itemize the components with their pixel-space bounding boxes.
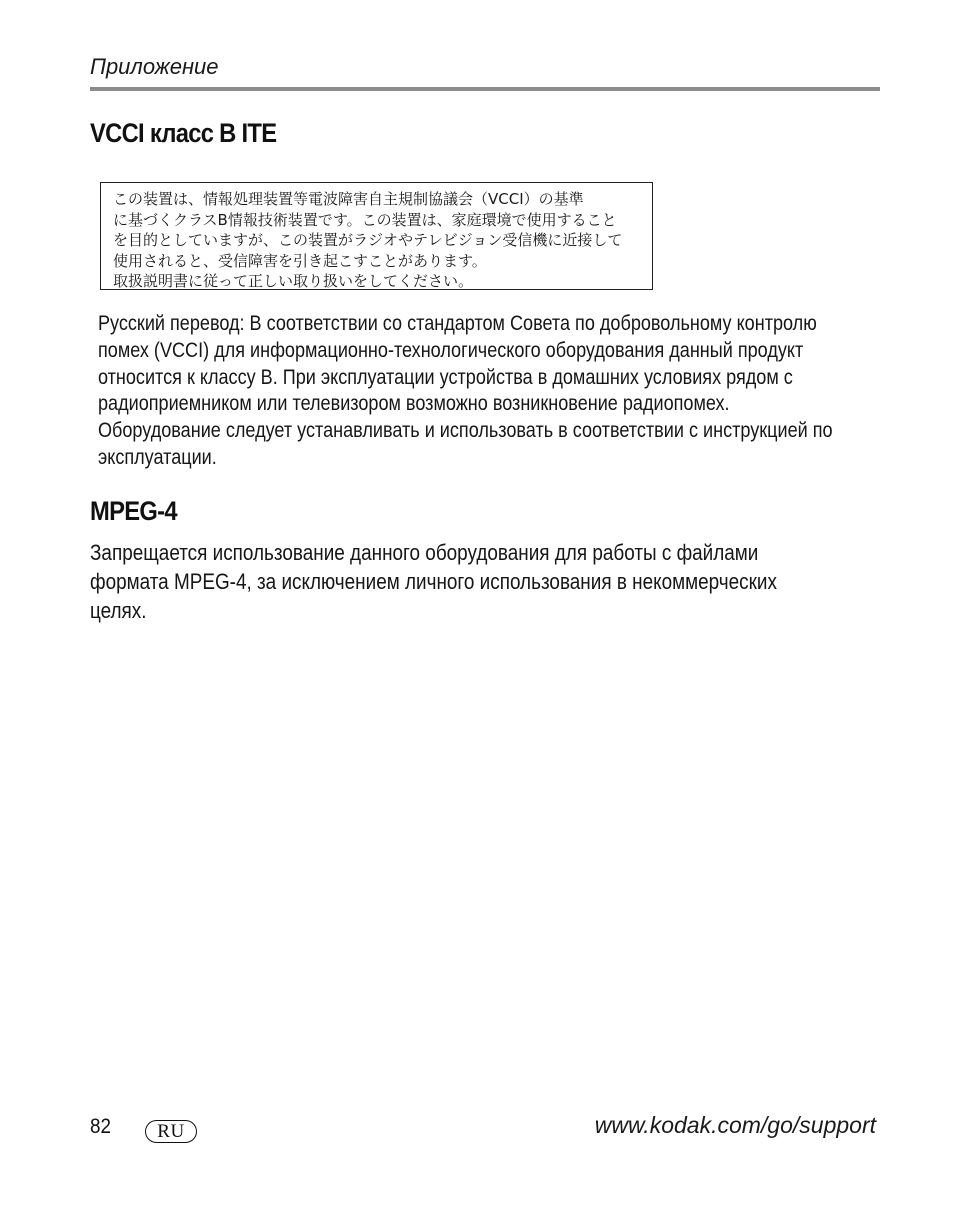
running-header-title: Приложение <box>90 54 219 79</box>
page-number: 82 <box>90 1115 112 1138</box>
translation-line: Оборудование следует устанавливать и использовать в соответствии с инструкцией по <box>98 419 833 443</box>
header-divider <box>90 87 880 91</box>
mpeg4-section-heading: MPEG-4 <box>90 496 177 526</box>
translation-line: эксплуатации. <box>98 445 217 469</box>
vcci-russian-translation <box>98 311 952 472</box>
japanese-notice-line: 取扱説明書に従って正しい取り扱いをしてください。 <box>113 272 474 290</box>
translation-line: Русский перевод: В соответствии со стандартом Совета по добровольному контролю <box>98 312 817 335</box>
language-badge: RU <box>145 1120 197 1143</box>
mpeg4-text-line: целях. <box>90 598 147 623</box>
mpeg4-text-line: Запрещается использование данного оборудования для работы с файлами <box>90 540 759 565</box>
japanese-vcci-notice-box <box>100 182 653 290</box>
japanese-notice-line: に基づくクラスB情報技術装置です。この装置は、家庭環境で使用すること <box>113 210 617 229</box>
mpeg4-notice-paragraph <box>90 538 889 625</box>
japanese-notice-line: を目的としていますが、この装置がラジオやテレビジョン受信機に近接して <box>113 231 623 249</box>
translation-line: помех (VCCI) для информационно-технологического оборудования данный продукт <box>98 338 804 362</box>
vcci-section-heading: VCCI класс B ITE <box>90 118 277 148</box>
support-url-link[interactable]: www.kodak.com/go/support <box>594 1112 876 1138</box>
japanese-notice-line: 使用されると、受信障害を引き起こすことがあります。 <box>113 251 487 270</box>
translation-line: радиоприемником или телевизором возможно возникновение радиопомех. <box>98 392 730 416</box>
mpeg4-text-line: формата MPEG-4, за исключением личного использования в некоммерческих <box>90 569 777 594</box>
translation-line: относится к классу B. При эксплуатации устройства в домашних условиях рядом с <box>98 365 793 389</box>
japanese-notice-line: この装置は、情報処理装置等電波障害自主規制協議会（VCCI）の基準 <box>113 190 584 208</box>
